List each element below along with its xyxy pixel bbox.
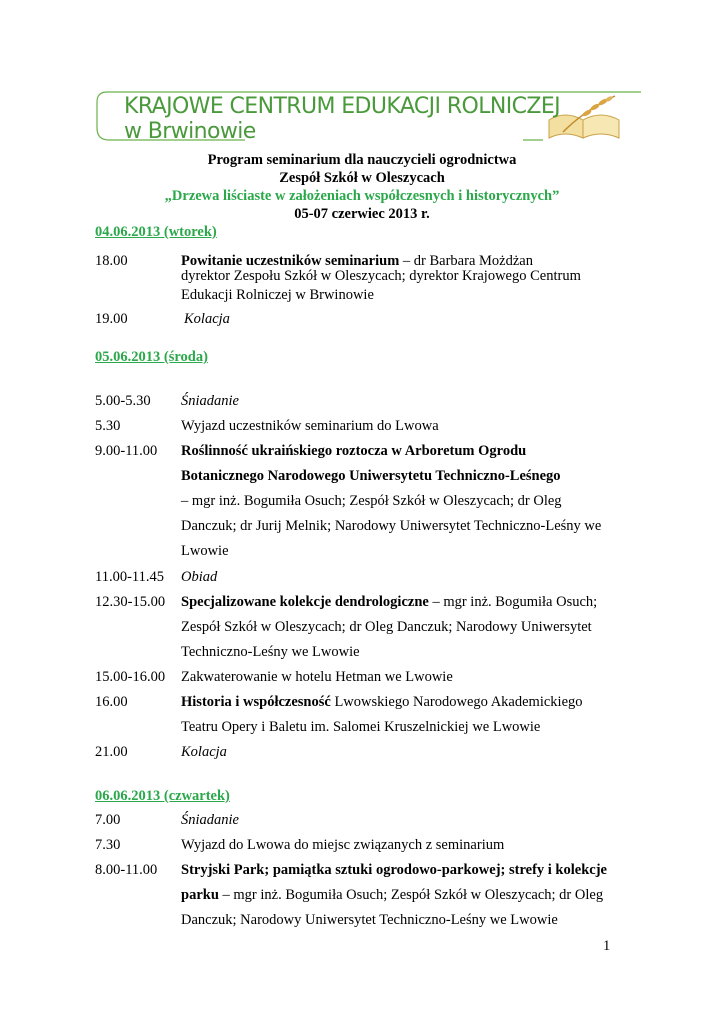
day-heading: 04.06.2013 (wtorek): [95, 224, 217, 240]
item-desc: Techniczno-Leśny we Lwowie: [181, 644, 360, 660]
item-desc: Historia i współczesność Lwowskiego Narodowego Akademickiego: [181, 694, 583, 710]
item-time: 11.00-11.45: [95, 569, 165, 585]
item-desc: Specjalizowane kolekcje dendrologiczne – mgr inż. Bogumiła Osuch;: [181, 594, 598, 610]
item-desc: Edukacji Rolniczej w Brwinowie: [181, 287, 374, 303]
item-desc: Śniadanie: [181, 812, 239, 828]
page-number: 1: [603, 938, 611, 954]
institution-header: [95, 88, 643, 144]
item-desc: dyrektor Zespołu Szkół w Oleszycach; dyrektor Krajowego Centrum: [181, 268, 581, 284]
program-school: Zespół Szkół w Oleszycach: [279, 170, 445, 186]
program-subtitle: „Drzewa liściaste w założeniach współczesnych i historycznych”: [164, 188, 560, 204]
org-name-line2: w Brwinowie: [124, 119, 256, 144]
program-title: Program seminarium dla nauczycieli ogrodnictwa: [207, 152, 517, 168]
item-time: 12.30-15.00: [95, 594, 166, 610]
item-time: 19.00: [95, 311, 128, 327]
item-desc: Kolacja: [181, 744, 227, 760]
item-desc: Wyjazd do Lwowa do miejsc związanych z seminarium: [181, 837, 505, 853]
item-desc: Stryjski Park; pamiątka sztuki ogrodowo-parkowej; strefy i kolekcje: [181, 862, 607, 878]
item-time: 9.00-11.00: [95, 443, 158, 459]
item-time: 8.00-11.00: [95, 862, 158, 878]
item-desc: Danczuk; dr Jurij Melnik; Narodowy Uniwersytet Techniczno-Leśny we: [181, 518, 602, 534]
item-time: 18.00: [95, 253, 128, 269]
item-time: 7.00: [95, 812, 121, 828]
item-time: 15.00-16.00: [95, 669, 166, 685]
item-desc: Danczuk; Narodowy Uniwersytet Techniczno-Leśny we Lwowie: [181, 912, 558, 928]
item-desc: Obiad: [181, 569, 218, 585]
program-dates: 05-07 czerwiec 2013 r.: [294, 206, 430, 222]
org-name-line1: KRAJOWE CENTRUM EDUKACJI ROLNICZEJ: [124, 94, 561, 119]
item-desc: Śniadanie: [181, 393, 239, 409]
item-desc: – mgr inż. Bogumiła Osuch; Zespół Szkół w Oleszycach; dr Oleg: [181, 493, 562, 509]
item-time: 16.00: [95, 694, 128, 710]
item-desc: parku – mgr inż. Bogumiła Osuch; Zespół Szkół w Oleszycach; dr Oleg: [181, 887, 604, 903]
item-desc: Lwowie: [181, 543, 229, 559]
item-desc: Wyjazd uczestników seminarium do Lwowa: [181, 418, 439, 434]
day-heading: 06.06.2013 (czwartek): [95, 788, 230, 804]
item-time: 5.00-5.30: [95, 393, 151, 409]
item-time: 21.00: [95, 744, 128, 760]
item-desc: Zakwaterowanie w hotelu Hetman we Lwowie: [181, 669, 453, 685]
day-heading: 05.06.2013 (środa): [95, 349, 208, 365]
item-time: 7.30: [95, 837, 121, 853]
item-desc: Botanicznego Narodowego Uniwersytetu Techniczno-Leśnego: [181, 468, 561, 484]
item-desc: Teatru Opery i Baletu im. Salomei Kruszelnickiej we Lwowie: [181, 719, 541, 735]
item-desc: Roślinność ukraińskiego roztocza w Arboretum Ogrodu: [181, 443, 527, 459]
item-desc: Kolacja: [184, 311, 230, 327]
item-time: 5.30: [95, 418, 121, 434]
item-desc: Zespół Szkół w Oleszycach; dr Oleg Danczuk; Narodowy Uniwersytet: [181, 619, 592, 635]
item-desc: Powitanie uczestników seminarium – dr Barbara Możdżan: [181, 253, 533, 269]
